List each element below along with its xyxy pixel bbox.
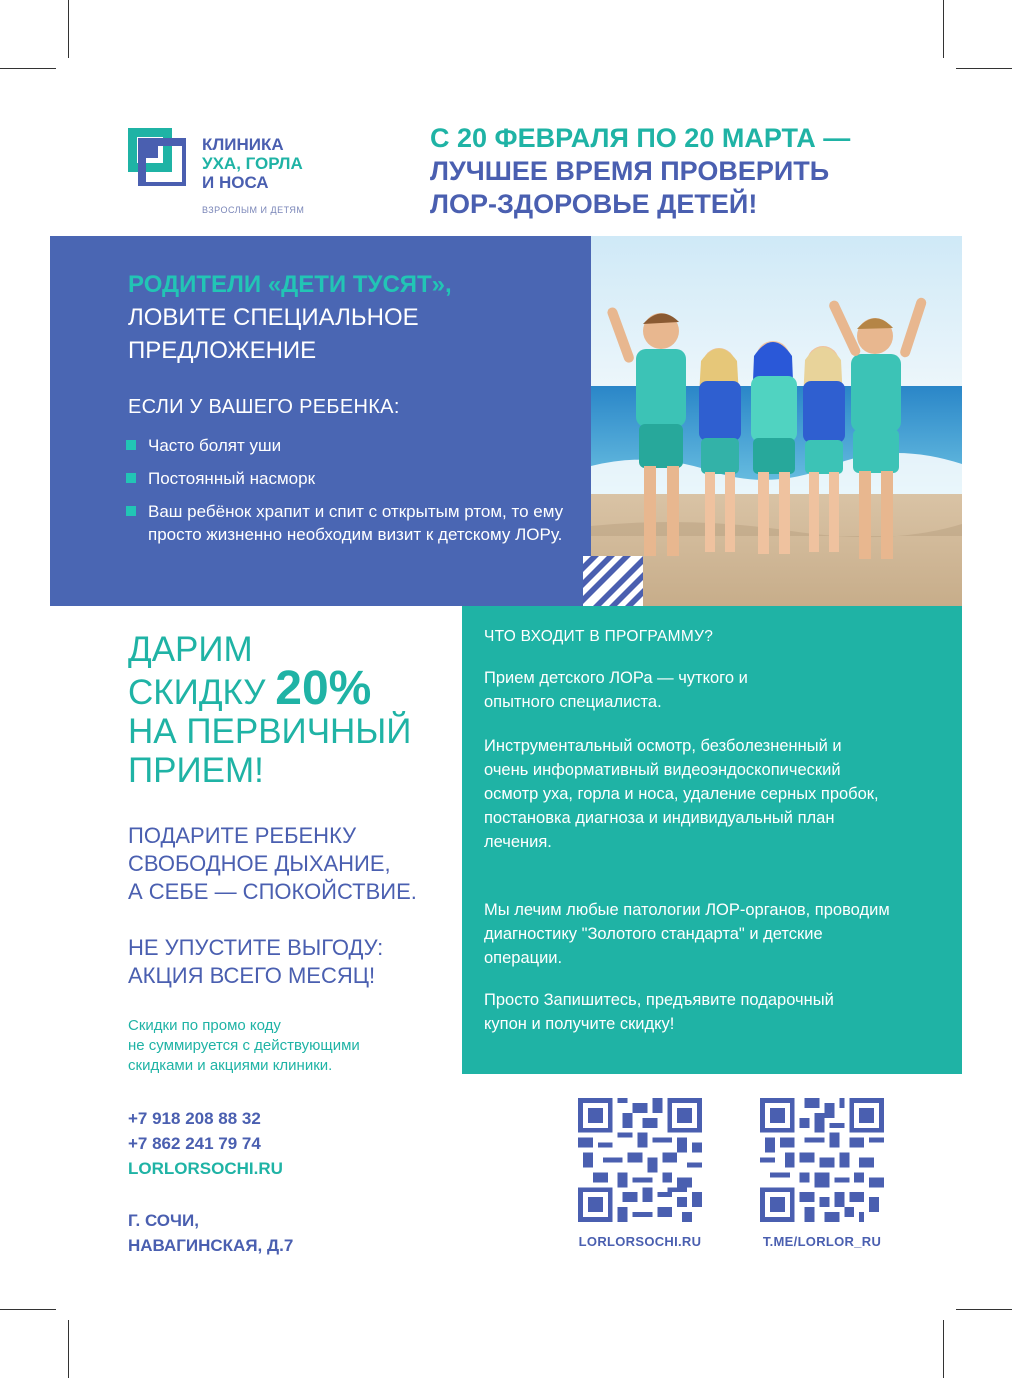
discount-line-prefix: СКИДКУ	[128, 673, 276, 712]
stripe-decoration	[583, 556, 643, 612]
program-paragraph: Прием детского ЛОРа — чуткого и опытного специалиста.	[484, 669, 748, 711]
clinic-name-line: КЛИНИКА	[202, 135, 284, 154]
headline	[430, 122, 850, 221]
offer-title-line: ПРЕДЛОЖЕНИЕ	[128, 337, 317, 364]
phone-link[interactable]: +7 918 208 88 32	[128, 1109, 261, 1128]
offer-title-line: РОДИТЕЛИ «ДЕТИ ТУСЯТ»,	[128, 271, 452, 298]
clinic-tagline: ВЗРОСЛЫМ И ДЕТЯМ	[202, 205, 305, 215]
crop-mark	[943, 0, 944, 58]
promo-note-line: Скидки по промо коду	[128, 1017, 281, 1034]
symptom-list	[126, 434, 586, 556]
contacts	[128, 1106, 283, 1181]
program-title: ЧТО ВХОДИТ В ПРОГРАММУ?	[484, 628, 714, 645]
gift-line: СВОБОДНОЕ ДЫХАНИЕ,	[128, 851, 391, 876]
promo-deadline	[128, 934, 383, 990]
program-paragraph: Просто Запишитесь, предъявите подарочный купон и получите скидку!	[484, 991, 834, 1033]
crop-mark	[0, 68, 56, 69]
clinic-name	[202, 135, 303, 192]
crop-mark	[943, 1320, 944, 1378]
address	[128, 1208, 293, 1258]
clinic-logo-icon	[128, 128, 186, 186]
clinic-name-line: И НОСА	[202, 173, 269, 192]
qr-code-icon[interactable]	[760, 1098, 884, 1222]
discount-headline	[128, 630, 411, 790]
discount-line: НА ПЕРВИЧНЫЙ	[128, 712, 412, 751]
kids-beach-photo	[591, 236, 962, 606]
symptom-item: Постоянный насморк	[126, 467, 586, 490]
symptom-item: Ваш ребёнок храпит и спит с открытым ртом, то ему просто жизненно необходим визит к детскому ЛОРу.	[126, 500, 586, 546]
symptom-item: Часто болят уши	[126, 434, 586, 457]
website-link[interactable]: LORLORSOCHI.RU	[128, 1159, 283, 1178]
qr-site-label[interactable]: LORLORSOCHI.RU	[578, 1234, 702, 1249]
gift-text	[128, 822, 417, 906]
promo-deadline-line: НЕ УПУСТИТЕ ВЫГОДУ:	[128, 935, 384, 960]
qr-code-icon[interactable]	[578, 1098, 702, 1222]
promo-note	[128, 1016, 360, 1076]
address-line: НАВАГИНСКАЯ, Д.7	[128, 1236, 294, 1255]
headline-line: ЛОР-ЗДОРОВЬЕ ДЕТЕЙ!	[430, 189, 758, 219]
discount-percent: 20%	[275, 662, 372, 715]
offer-title-line: ЛОВИТЕ СПЕЦИАЛЬНОЕ	[128, 304, 419, 331]
program-paragraph: Мы лечим любые патологии ЛОР-органов, проводим диагностику "Золотого стандарта" и детские операции.	[484, 901, 890, 967]
discount-line	[128, 662, 411, 715]
promo-deadline-line: АКЦИЯ ВСЕГО МЕСЯЦ!	[128, 963, 376, 988]
program-paragraph: Инструментальный осмотр, безболезненный и очень информативный видеоэндоскопический осмотр уха, горла и носа, удаление серных пробок, постановка диагноза и индивидуальный план лечения.	[484, 737, 879, 851]
offer-title	[128, 268, 452, 367]
gift-line: А СЕБЕ — СПОКОЙСТВИЕ.	[128, 879, 417, 904]
crop-mark	[68, 0, 69, 58]
crop-mark	[68, 1320, 69, 1378]
discount-line: ДАРИМ	[128, 630, 253, 669]
discount-line: ПРИЕМ!	[128, 751, 264, 790]
promo-note-line: не суммируется с действующими	[128, 1037, 360, 1054]
offer-subtitle: ЕСЛИ У ВАШЕГО РЕБЕНКА:	[128, 396, 400, 418]
promo-note-line: скидками и акциями клиники.	[128, 1057, 333, 1074]
crop-mark	[0, 1309, 56, 1310]
phone-link[interactable]: +7 862 241 79 74	[128, 1134, 261, 1153]
gift-line: ПОДАРИТЕ РЕБЕНКУ	[128, 823, 357, 848]
qr-telegram-label[interactable]: T.ME/LORLOR_RU	[762, 1234, 882, 1249]
clinic-name-line: УХА, ГОРЛА	[202, 154, 303, 173]
crop-mark	[956, 1309, 1012, 1310]
headline-line: С 20 ФЕВРАЛЯ ПО 20 МАРТА —	[430, 123, 851, 153]
address-line: Г. СОЧИ,	[128, 1211, 199, 1230]
headline-line: ЛУЧШЕЕ ВРЕМЯ ПРОВЕРИТЬ	[430, 156, 830, 186]
crop-mark	[956, 68, 1012, 69]
